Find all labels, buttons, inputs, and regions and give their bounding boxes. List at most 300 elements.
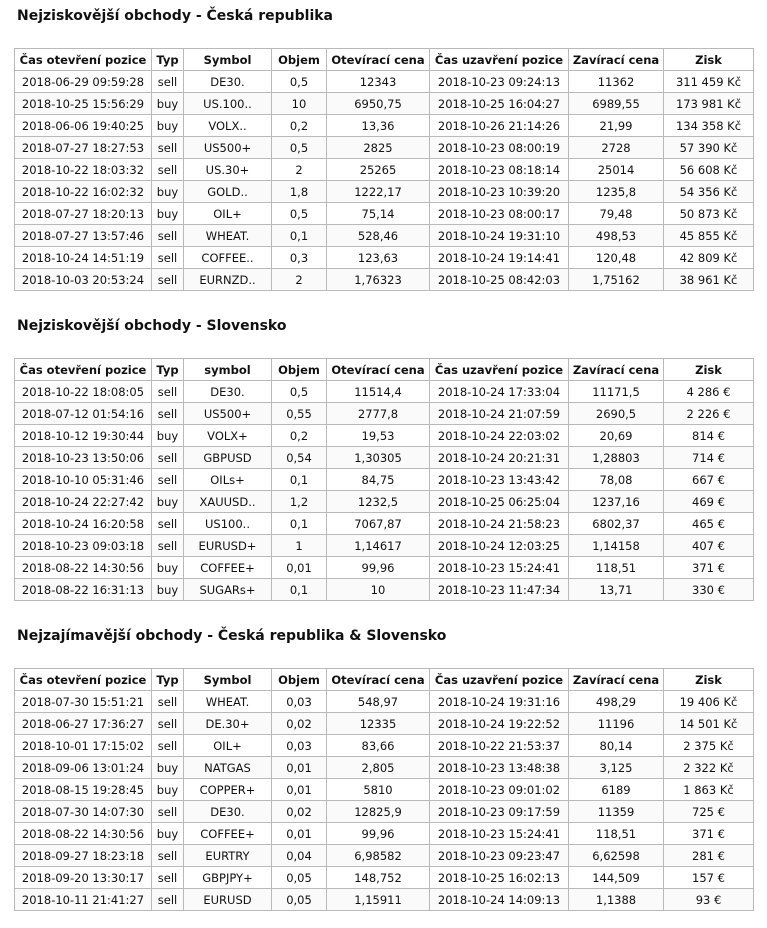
profit-cell: 38 961 Kč: [664, 269, 754, 291]
symbol-cell: COFFEE+: [184, 557, 272, 579]
symbol-cell: VOLX+: [184, 425, 272, 447]
profit-cell: 4 286 €: [664, 381, 754, 403]
close-time-cell: 2018-10-25 06:25:04: [430, 491, 569, 513]
type-cell: buy: [152, 579, 184, 601]
open-price-cell: 528,46: [327, 225, 430, 247]
close-price-cell: 6989,55: [569, 93, 664, 115]
table-row: [15, 447, 754, 469]
column-header: Čas otevření pozice: [15, 49, 152, 71]
table-row: [15, 579, 754, 601]
open-time-cell: 2018-10-12 19:30:44: [15, 425, 152, 447]
trades-table-cz-sk: [14, 668, 754, 911]
close-price-cell: 80,14: [569, 735, 664, 757]
symbol-cell: COPPER+: [184, 779, 272, 801]
close-price-cell: 1,28803: [569, 447, 664, 469]
section-title: Nejzajímavější obchody - Česká republika & Slovensko: [17, 628, 447, 644]
volume-cell: 0,5: [272, 203, 327, 225]
open-time-cell: 2018-06-27 17:36:27: [15, 713, 152, 735]
close-time-cell: 2018-10-24 22:03:02: [430, 425, 569, 447]
symbol-cell: XAUUSD..: [184, 491, 272, 513]
close-price-cell: 20,69: [569, 425, 664, 447]
profit-cell: 45 855 Kč: [664, 225, 754, 247]
symbol-cell: OIL+: [184, 735, 272, 757]
table-row: [15, 535, 754, 557]
open-price-cell: 1232,5: [327, 491, 430, 513]
close-time-cell: 2018-10-23 09:23:47: [430, 845, 569, 867]
type-cell: buy: [152, 93, 184, 115]
close-time-cell: 2018-10-23 11:47:34: [430, 579, 569, 601]
symbol-cell: VOLX..: [184, 115, 272, 137]
type-cell: sell: [152, 801, 184, 823]
close-price-cell: 79,48: [569, 203, 664, 225]
profit-cell: 42 809 Kč: [664, 247, 754, 269]
volume-cell: 0,01: [272, 557, 327, 579]
table-row: [15, 425, 754, 447]
open-price-cell: 84,75: [327, 469, 430, 491]
section-cz: [0, 8, 767, 308]
close-time-cell: 2018-10-26 21:14:26: [430, 115, 569, 137]
type-cell: buy: [152, 823, 184, 845]
profit-cell: 157 €: [664, 867, 754, 889]
volume-cell: 0,02: [272, 713, 327, 735]
volume-cell: 0,1: [272, 579, 327, 601]
trades-table-sk: [14, 358, 754, 601]
table-row: [15, 691, 754, 713]
profit-cell: 93 €: [664, 889, 754, 911]
open-price-cell: 1,14617: [327, 535, 430, 557]
open-price-cell: 1,76323: [327, 269, 430, 291]
close-price-cell: 2728: [569, 137, 664, 159]
symbol-cell: DE.30+: [184, 713, 272, 735]
volume-cell: 0,05: [272, 867, 327, 889]
close-price-cell: 1,1388: [569, 889, 664, 911]
open-price-cell: 11514,4: [327, 381, 430, 403]
table-row: [15, 779, 754, 801]
close-price-cell: 6802,37: [569, 513, 664, 535]
profit-cell: 714 €: [664, 447, 754, 469]
profit-cell: 407 €: [664, 535, 754, 557]
type-cell: sell: [152, 845, 184, 867]
type-cell: sell: [152, 225, 184, 247]
close-price-cell: 118,51: [569, 823, 664, 845]
open-price-cell: 10: [327, 579, 430, 601]
volume-cell: 0,55: [272, 403, 327, 425]
column-header: Objem: [272, 669, 327, 691]
open-price-cell: 13,36: [327, 115, 430, 137]
volume-cell: 2: [272, 269, 327, 291]
symbol-cell: OILs+: [184, 469, 272, 491]
symbol-cell: US.30+: [184, 159, 272, 181]
close-time-cell: 2018-10-23 10:39:20: [430, 181, 569, 203]
profit-cell: 14 501 Kč: [664, 713, 754, 735]
symbol-cell: OIL+: [184, 203, 272, 225]
profit-cell: 50 873 Kč: [664, 203, 754, 225]
close-price-cell: 144,509: [569, 867, 664, 889]
open-price-cell: 12343: [327, 71, 430, 93]
open-price-cell: 12335: [327, 713, 430, 735]
table-row: [15, 159, 754, 181]
volume-cell: 0,3: [272, 247, 327, 269]
header-row: [15, 669, 754, 691]
type-cell: sell: [152, 889, 184, 911]
symbol-cell: WHEAT.: [184, 225, 272, 247]
column-header: Typ: [152, 49, 184, 71]
open-price-cell: 1222,17: [327, 181, 430, 203]
open-price-cell: 99,96: [327, 557, 430, 579]
column-header: Symbol: [184, 669, 272, 691]
open-price-cell: 2,805: [327, 757, 430, 779]
open-time-cell: 2018-10-10 05:31:46: [15, 469, 152, 491]
open-price-cell: 148,752: [327, 867, 430, 889]
volume-cell: 0,54: [272, 447, 327, 469]
profit-cell: 2 322 Kč: [664, 757, 754, 779]
type-cell: buy: [152, 181, 184, 203]
close-price-cell: 25014: [569, 159, 664, 181]
profit-cell: 281 €: [664, 845, 754, 867]
close-time-cell: 2018-10-24 14:09:13: [430, 889, 569, 911]
volume-cell: 0,5: [272, 381, 327, 403]
type-cell: sell: [152, 247, 184, 269]
symbol-cell: GBPUSD: [184, 447, 272, 469]
volume-cell: 0,03: [272, 691, 327, 713]
open-price-cell: 548,97: [327, 691, 430, 713]
volume-cell: 0,2: [272, 115, 327, 137]
symbol-cell: US100..: [184, 513, 272, 535]
profit-cell: 1 863 Kč: [664, 779, 754, 801]
column-header: Zavírací cena: [569, 669, 664, 691]
open-time-cell: 2018-07-30 14:07:30: [15, 801, 152, 823]
column-header: Typ: [152, 669, 184, 691]
open-price-cell: 99,96: [327, 823, 430, 845]
column-header: Otevírací cena: [327, 359, 430, 381]
open-time-cell: 2018-06-06 19:40:25: [15, 115, 152, 137]
type-cell: sell: [152, 535, 184, 557]
volume-cell: 0,2: [272, 425, 327, 447]
type-cell: buy: [152, 203, 184, 225]
volume-cell: 0,05: [272, 889, 327, 911]
close-price-cell: 78,08: [569, 469, 664, 491]
open-price-cell: 75,14: [327, 203, 430, 225]
table-row: [15, 247, 754, 269]
type-cell: sell: [152, 713, 184, 735]
column-header: Symbol: [184, 49, 272, 71]
type-cell: sell: [152, 691, 184, 713]
volume-cell: 0,1: [272, 225, 327, 247]
symbol-cell: DE30.: [184, 801, 272, 823]
table-row: [15, 889, 754, 911]
open-time-cell: 2018-10-11 21:41:27: [15, 889, 152, 911]
volume-cell: 2: [272, 159, 327, 181]
symbol-cell: SUGARs+: [184, 579, 272, 601]
section-title: Nejziskovější obchody - Česká republika: [17, 8, 333, 24]
profit-cell: 56 608 Kč: [664, 159, 754, 181]
type-cell: sell: [152, 735, 184, 757]
open-price-cell: 2777,8: [327, 403, 430, 425]
close-time-cell: 2018-10-24 19:14:41: [430, 247, 569, 269]
type-cell: buy: [152, 491, 184, 513]
volume-cell: 0,5: [272, 137, 327, 159]
open-time-cell: 2018-10-03 20:53:24: [15, 269, 152, 291]
column-header: Zisk: [664, 669, 754, 691]
profit-cell: 465 €: [664, 513, 754, 535]
symbol-cell: US500+: [184, 137, 272, 159]
column-header: Otevírací cena: [327, 49, 430, 71]
open-time-cell: 2018-10-24 16:20:58: [15, 513, 152, 535]
type-cell: sell: [152, 269, 184, 291]
type-cell: buy: [152, 757, 184, 779]
volume-cell: 0,01: [272, 757, 327, 779]
symbol-cell: DE30.: [184, 71, 272, 93]
table-row: [15, 557, 754, 579]
type-cell: sell: [152, 159, 184, 181]
close-time-cell: 2018-10-23 09:17:59: [430, 801, 569, 823]
close-price-cell: 6189: [569, 779, 664, 801]
table-row: [15, 403, 754, 425]
symbol-cell: NATGAS: [184, 757, 272, 779]
table-row: [15, 203, 754, 225]
close-price-cell: 2690,5: [569, 403, 664, 425]
open-time-cell: 2018-10-23 13:50:06: [15, 447, 152, 469]
close-time-cell: 2018-10-24 19:31:10: [430, 225, 569, 247]
open-price-cell: 5810: [327, 779, 430, 801]
close-price-cell: 13,71: [569, 579, 664, 601]
close-time-cell: 2018-10-25 16:04:27: [430, 93, 569, 115]
column-header: symbol: [184, 359, 272, 381]
profit-cell: 2 375 Kč: [664, 735, 754, 757]
type-cell: sell: [152, 381, 184, 403]
close-time-cell: 2018-10-24 21:07:59: [430, 403, 569, 425]
trades-table-cz: [14, 48, 754, 291]
close-time-cell: 2018-10-24 20:21:31: [430, 447, 569, 469]
open-price-cell: 1,15911: [327, 889, 430, 911]
column-header: Zisk: [664, 359, 754, 381]
close-price-cell: 498,53: [569, 225, 664, 247]
type-cell: sell: [152, 71, 184, 93]
volume-cell: 1,8: [272, 181, 327, 203]
symbol-cell: EURUSD+: [184, 535, 272, 557]
volume-cell: 1: [272, 535, 327, 557]
open-time-cell: 2018-10-22 18:08:05: [15, 381, 152, 403]
open-time-cell: 2018-08-15 19:28:45: [15, 779, 152, 801]
open-time-cell: 2018-10-22 18:03:32: [15, 159, 152, 181]
table-row: [15, 71, 754, 93]
column-header: Čas uzavření pozice: [430, 669, 569, 691]
column-header: Zavírací cena: [569, 359, 664, 381]
section-sk: [0, 318, 767, 618]
column-header: Typ: [152, 359, 184, 381]
open-price-cell: 2825: [327, 137, 430, 159]
close-time-cell: 2018-10-24 12:03:25: [430, 535, 569, 557]
open-time-cell: 2018-07-12 01:54:16: [15, 403, 152, 425]
open-time-cell: 2018-06-29 09:59:28: [15, 71, 152, 93]
profit-cell: 19 406 Kč: [664, 691, 754, 713]
column-header: Čas otevření pozice: [15, 669, 152, 691]
section-title: Nejziskovější obchody - Slovensko: [17, 318, 287, 334]
close-price-cell: 11362: [569, 71, 664, 93]
close-time-cell: 2018-10-24 19:22:52: [430, 713, 569, 735]
open-price-cell: 1,30305: [327, 447, 430, 469]
volume-cell: 0,03: [272, 735, 327, 757]
table-row: [15, 867, 754, 889]
open-time-cell: 2018-10-24 22:27:42: [15, 491, 152, 513]
close-price-cell: 1,75162: [569, 269, 664, 291]
type-cell: buy: [152, 115, 184, 137]
symbol-cell: EURNZD..: [184, 269, 272, 291]
open-time-cell: 2018-07-27 18:20:13: [15, 203, 152, 225]
volume-cell: 0,5: [272, 71, 327, 93]
profit-cell: 173 981 Kč: [664, 93, 754, 115]
header-row: [15, 49, 754, 71]
close-time-cell: 2018-10-23 08:00:19: [430, 137, 569, 159]
close-price-cell: 11171,5: [569, 381, 664, 403]
type-cell: buy: [152, 425, 184, 447]
column-header: Čas uzavření pozice: [430, 49, 569, 71]
table-row: [15, 845, 754, 867]
table-row: [15, 757, 754, 779]
close-price-cell: 11359: [569, 801, 664, 823]
close-price-cell: 118,51: [569, 557, 664, 579]
type-cell: sell: [152, 469, 184, 491]
close-time-cell: 2018-10-23 09:24:13: [430, 71, 569, 93]
volume-cell: 0,1: [272, 469, 327, 491]
close-price-cell: 21,99: [569, 115, 664, 137]
close-time-cell: 2018-10-24 19:31:16: [430, 691, 569, 713]
symbol-cell: COFFEE+: [184, 823, 272, 845]
open-price-cell: 6950,75: [327, 93, 430, 115]
table-row: [15, 269, 754, 291]
open-time-cell: 2018-09-20 13:30:17: [15, 867, 152, 889]
symbol-cell: GBPJPY+: [184, 867, 272, 889]
close-price-cell: 11196: [569, 713, 664, 735]
column-header: Čas uzavření pozice: [430, 359, 569, 381]
open-time-cell: 2018-10-01 17:15:02: [15, 735, 152, 757]
close-time-cell: 2018-10-23 08:00:17: [430, 203, 569, 225]
table-row: [15, 93, 754, 115]
close-time-cell: 2018-10-23 13:43:42: [430, 469, 569, 491]
open-time-cell: 2018-08-22 16:31:13: [15, 579, 152, 601]
symbol-cell: EURUSD: [184, 889, 272, 911]
profit-cell: 667 €: [664, 469, 754, 491]
close-price-cell: 498,29: [569, 691, 664, 713]
close-price-cell: 1235,8: [569, 181, 664, 203]
column-header: Otevírací cena: [327, 669, 430, 691]
open-time-cell: 2018-07-27 13:57:46: [15, 225, 152, 247]
volume-cell: 0,1: [272, 513, 327, 535]
symbol-cell: DE30.: [184, 381, 272, 403]
open-price-cell: 83,66: [327, 735, 430, 757]
table-row: [15, 491, 754, 513]
type-cell: sell: [152, 447, 184, 469]
symbol-cell: US.100..: [184, 93, 272, 115]
column-header: Objem: [272, 359, 327, 381]
profit-cell: 725 €: [664, 801, 754, 823]
open-time-cell: 2018-09-27 18:23:18: [15, 845, 152, 867]
close-time-cell: 2018-10-25 16:02:13: [430, 867, 569, 889]
column-header: Zavírací cena: [569, 49, 664, 71]
close-time-cell: 2018-10-23 15:24:41: [430, 823, 569, 845]
profit-cell: 134 358 Kč: [664, 115, 754, 137]
table-row: [15, 137, 754, 159]
profit-cell: 2 226 €: [664, 403, 754, 425]
close-price-cell: 6,62598: [569, 845, 664, 867]
profit-cell: 371 €: [664, 557, 754, 579]
table-row: [15, 513, 754, 535]
volume-cell: 10: [272, 93, 327, 115]
profit-cell: 371 €: [664, 823, 754, 845]
open-time-cell: 2018-08-22 14:30:56: [15, 557, 152, 579]
open-time-cell: 2018-07-30 15:51:21: [15, 691, 152, 713]
column-header: Objem: [272, 49, 327, 71]
profit-cell: 54 356 Kč: [664, 181, 754, 203]
open-time-cell: 2018-07-27 18:27:53: [15, 137, 152, 159]
open-price-cell: 7067,87: [327, 513, 430, 535]
open-price-cell: 12825,9: [327, 801, 430, 823]
section-cz-sk: [0, 628, 767, 928]
volume-cell: 0,02: [272, 801, 327, 823]
close-price-cell: 120,48: [569, 247, 664, 269]
symbol-cell: EURTRY: [184, 845, 272, 867]
close-time-cell: 2018-10-23 08:18:14: [430, 159, 569, 181]
profit-cell: 311 459 Kč: [664, 71, 754, 93]
table-row: [15, 713, 754, 735]
type-cell: sell: [152, 137, 184, 159]
open-time-cell: 2018-10-23 09:03:18: [15, 535, 152, 557]
volume-cell: 1,2: [272, 491, 327, 513]
profit-cell: 57 390 Kč: [664, 137, 754, 159]
close-time-cell: 2018-10-25 08:42:03: [430, 269, 569, 291]
close-price-cell: 3,125: [569, 757, 664, 779]
profit-cell: 469 €: [664, 491, 754, 513]
close-price-cell: 1237,16: [569, 491, 664, 513]
table-row: [15, 381, 754, 403]
column-header: Zisk: [664, 49, 754, 71]
close-time-cell: 2018-10-23 13:48:38: [430, 757, 569, 779]
close-time-cell: 2018-10-24 17:33:04: [430, 381, 569, 403]
type-cell: buy: [152, 779, 184, 801]
volume-cell: 0,01: [272, 779, 327, 801]
symbol-cell: GOLD..: [184, 181, 272, 203]
open-time-cell: 2018-10-25 15:56:29: [15, 93, 152, 115]
type-cell: buy: [152, 557, 184, 579]
close-time-cell: 2018-10-23 15:24:41: [430, 557, 569, 579]
symbol-cell: WHEAT.: [184, 691, 272, 713]
type-cell: sell: [152, 403, 184, 425]
profit-cell: 330 €: [664, 579, 754, 601]
open-price-cell: 123,63: [327, 247, 430, 269]
profit-cell: 814 €: [664, 425, 754, 447]
table-row: [15, 735, 754, 757]
close-time-cell: 2018-10-22 21:53:37: [430, 735, 569, 757]
type-cell: sell: [152, 867, 184, 889]
open-time-cell: 2018-08-22 14:30:56: [15, 823, 152, 845]
symbol-cell: US500+: [184, 403, 272, 425]
symbol-cell: COFFEE..: [184, 247, 272, 269]
type-cell: sell: [152, 513, 184, 535]
open-price-cell: 19,53: [327, 425, 430, 447]
table-row: [15, 225, 754, 247]
column-header: Čas otevření pozice: [15, 359, 152, 381]
table-row: [15, 469, 754, 491]
open-time-cell: 2018-10-24 14:51:19: [15, 247, 152, 269]
table-row: [15, 823, 754, 845]
open-price-cell: 6,98582: [327, 845, 430, 867]
volume-cell: 0,04: [272, 845, 327, 867]
table-row: [15, 801, 754, 823]
open-price-cell: 25265: [327, 159, 430, 181]
close-time-cell: 2018-10-23 09:01:02: [430, 779, 569, 801]
table-row: [15, 115, 754, 137]
close-time-cell: 2018-10-24 21:58:23: [430, 513, 569, 535]
